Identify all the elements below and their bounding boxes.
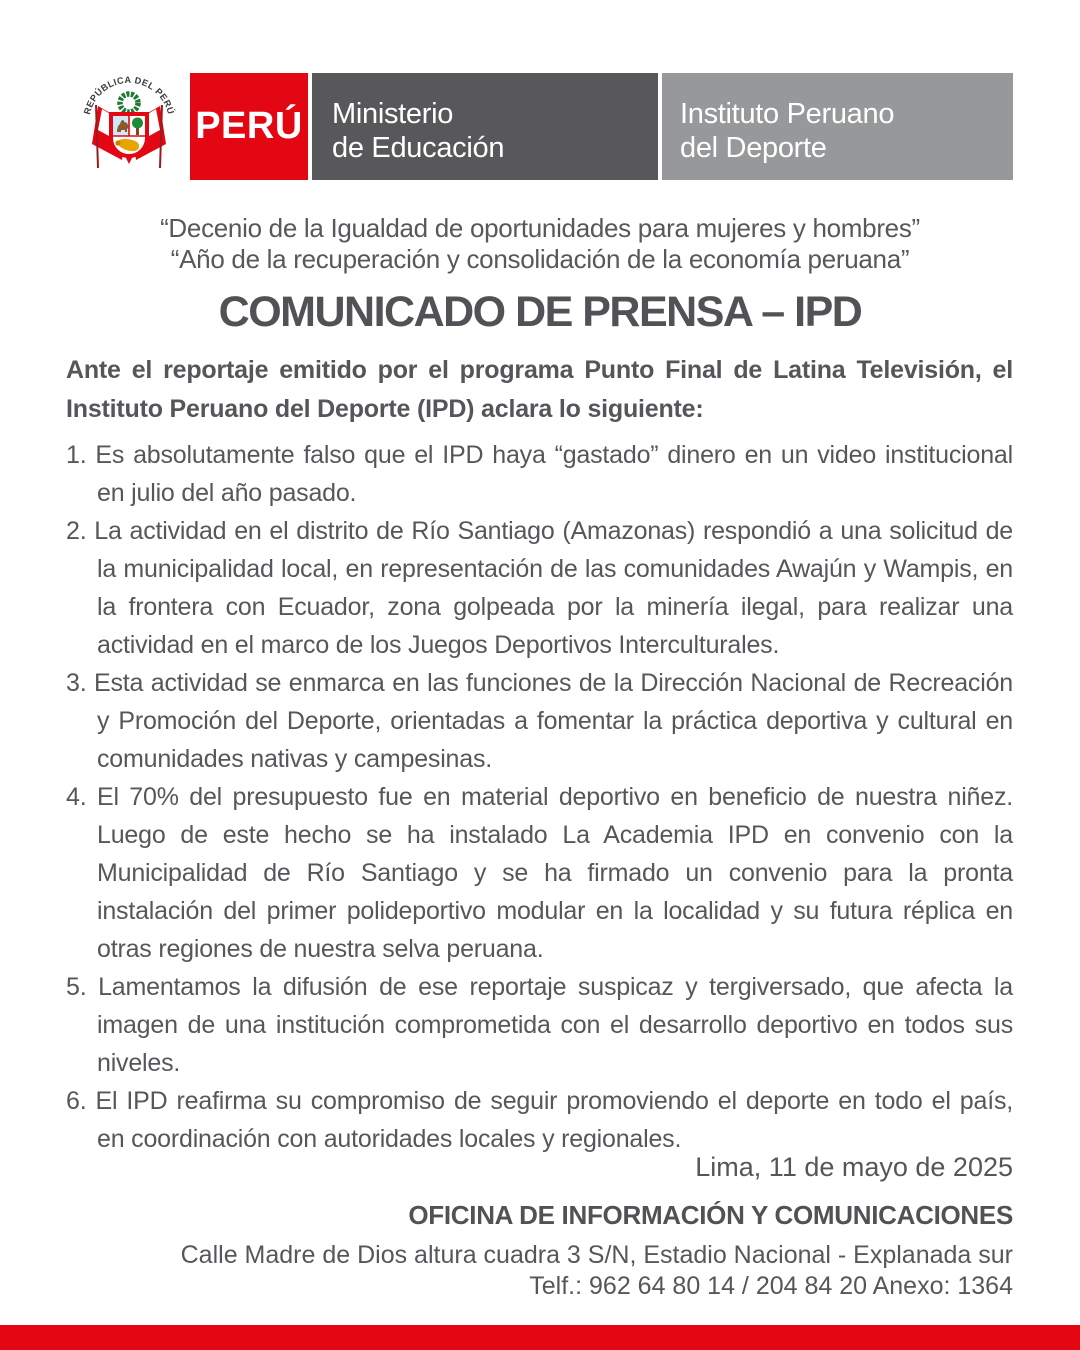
list-item: [66, 512, 1013, 664]
institute-block: [662, 73, 1013, 180]
item-number: 1.: [66, 441, 87, 469]
intro-paragraph: Ante el reportaje emitido por el programa Punto Final de Latina Televisión, el Instituto Peruano del Deporte (IPD) aclara lo siguiente:: [66, 356, 1013, 423]
bottom-red-bar: [0, 1325, 1080, 1350]
item-text: Es absolutamente falso que el IPD haya “gastado” dinero en un video institucional en julio del año pasado.: [95, 441, 1013, 507]
ministry-line2: de Educación: [332, 132, 505, 164]
motto-line-2: “Año de la recuperación y consolidación de la economía peruana”: [170, 244, 910, 274]
institute-line1: Instituto Peruano: [680, 98, 895, 130]
shield-icon: [111, 114, 147, 156]
item-number: 4.: [66, 783, 87, 811]
item-text: El IPD reafirma su compromiso de seguir promoviendo el deporte en todo el país, en coordinación con autoridades locales y regionales.: [95, 1087, 1013, 1153]
item-text: El 70% del presupuesto fue en material deportivo en beneficio de nuestra niñez. Luego de este hecho se ha instalado La Academia IPD en convenio con la Municipalidad de Río Santiago y se ha firmado un convenio para la pronta instalación del primer polideportivo modular en la localidad y su futura réplica en otras regiones de nuestra selva peruana.: [96, 783, 1013, 963]
list-item: [66, 778, 1013, 968]
peru-coat-of-arms-icon: [82, 72, 176, 176]
item-number: 5.: [66, 973, 87, 1001]
coat-arc-text: REPÚBLICA DEL PERÚ: [82, 74, 176, 116]
list-item: [66, 968, 1013, 1082]
page-title: COMUNICADO DE PRENSA – IPD: [218, 288, 862, 336]
peru-brand-label: PERÚ: [195, 105, 303, 147]
peru-brand-block: [190, 73, 308, 180]
coat-of-arms-svg: [82, 72, 176, 176]
statement-list: [66, 436, 1013, 1158]
motto-line-1: “Decenio de la Igualdad de oportunidades para mujeres y hombres”: [160, 213, 920, 243]
ministry-line1: Ministerio: [332, 98, 454, 130]
item-number: 6.: [66, 1087, 87, 1115]
ministry-block: [312, 73, 658, 180]
list-item: [66, 1082, 1013, 1158]
list-item: [66, 664, 1013, 778]
item-number: 3.: [66, 669, 87, 697]
address-line: Calle Madre de Dios altura cuadra 3 S/N, Estadio Nacional - Explanada sur: [180, 1241, 1013, 1269]
motto-block: [0, 213, 1080, 275]
phone-line: Telf.: 962 64 80 14 / 204 84 20 Anexo: 1364: [529, 1272, 1013, 1300]
item-text: La actividad en el distrito de Río Santiago (Amazonas) respondió a una solicitud de la municipalidad local, en representación de las comunidades Awajún y Wampis, en la frontera con Ecuador, zona golpeada por la minería ilegal, para realizar una actividad en el marco de los Juegos Deportivos Interculturales.: [94, 517, 1013, 659]
list-item: [66, 436, 1013, 512]
date-line: Lima, 11 de mayo de 2025: [695, 1152, 1013, 1182]
ribbon-icon: [125, 156, 133, 164]
office-line: OFICINA DE INFORMACIÓN Y COMUNICACIONES: [408, 1200, 1013, 1230]
wreath-icon: [120, 94, 138, 112]
institute-line2: del Deporte: [680, 132, 827, 164]
item-text: Lamentamos la difusión de ese reportaje suspicaz y tergiversado, que afecta la imagen de una institución comprometida con el desarrollo deportivo en todos sus niveles.: [97, 973, 1013, 1077]
item-text: Esta actividad se enmarca en las funciones de la Dirección Nacional de Recreación y Promoción del Deporte, orientadas a fomentar la práctica deportiva y cultural en comunidades nativas y campesinas.: [94, 669, 1013, 773]
item-number: 2.: [66, 517, 87, 545]
